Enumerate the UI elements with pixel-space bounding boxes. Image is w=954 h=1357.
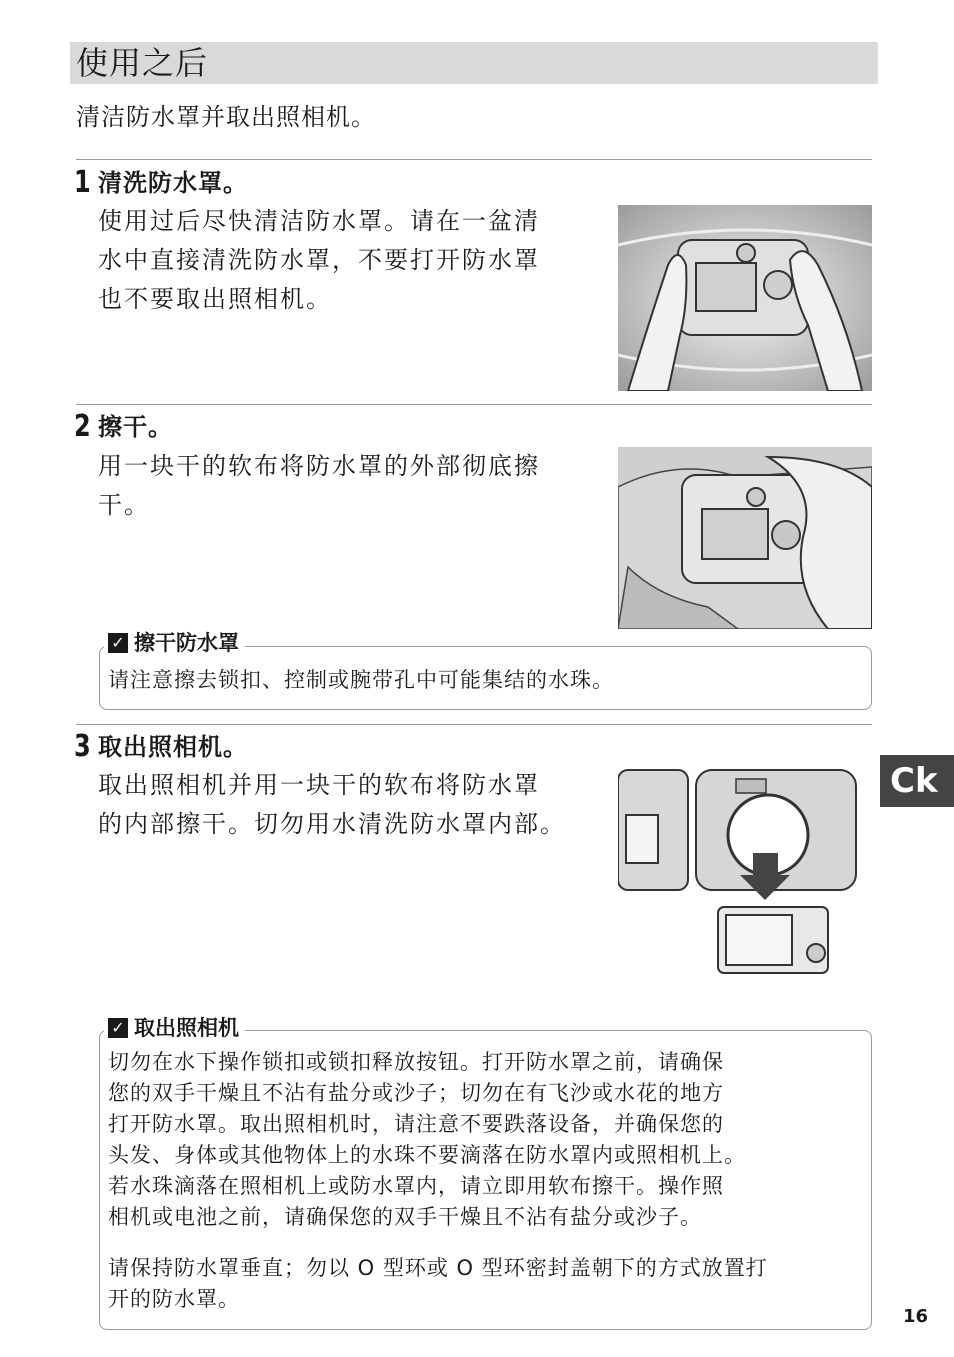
divider bbox=[76, 724, 872, 725]
drying-housing-illustration bbox=[618, 447, 872, 629]
step-number: 2 bbox=[74, 409, 91, 444]
section-intro: 清洁防水罩并取出照相机。 bbox=[76, 103, 376, 131]
language-tab: Ck bbox=[880, 755, 954, 807]
step-body: 使用过后尽快清洁防水罩。请在一盆清 水中直接清洗防水罩，不要打开防水罩 也不要取出照相机。 bbox=[98, 207, 540, 313]
section-title-bar bbox=[70, 42, 878, 84]
note-paragraph-1: 切勿在水下操作锁扣或锁扣释放按钮。打开防水罩之前，请确保 您的双手干燥且不沾有盐分或沙子；切勿在有飞沙或水花的地方 打开防水罩。取出照相机时，请注意不要跌落设备，并确保您的 头发、身体或其他物体上的水珠不要滴落在防水罩内或照相机上。 若水珠滴落在照相机上或防水罩内，请立即用软布擦干。操作照 相机或电池之前，请确保您的双手干燥且不沾有盐分或沙子。 bbox=[108, 1050, 746, 1229]
removing-camera-illustration bbox=[618, 765, 863, 977]
step-title: 擦干。 bbox=[98, 413, 173, 441]
page-number: 16 bbox=[903, 1306, 929, 1327]
note-title: 取出照相机 bbox=[134, 1016, 239, 1040]
section-title: 使用之后 bbox=[76, 44, 209, 82]
check-icon: ✓ bbox=[108, 633, 128, 653]
note-removing-heading bbox=[104, 1015, 245, 1041]
note-text: 请注意擦去锁扣、控制或腕带孔中可能集结的水珠。 bbox=[108, 668, 614, 692]
step-body: 取出照相机并用一块干的软布将防水罩 的内部擦干。切勿用水清洗防水罩内部。 bbox=[98, 771, 566, 838]
step-number: 3 bbox=[74, 729, 91, 764]
note-removing-box bbox=[99, 1030, 872, 1330]
note-drying-heading bbox=[104, 630, 245, 656]
step-body: 用一块干的软布将防水罩的外部彻底擦 干。 bbox=[98, 452, 540, 519]
step-title: 清洗防水罩。 bbox=[98, 169, 248, 197]
step-number: 1 bbox=[74, 165, 91, 200]
divider bbox=[76, 404, 872, 405]
note-title: 擦干防水罩 bbox=[134, 631, 239, 655]
washing-housing-illustration bbox=[618, 205, 872, 391]
divider bbox=[76, 159, 872, 160]
step-title: 取出照相机。 bbox=[98, 733, 248, 761]
check-icon: ✓ bbox=[108, 1018, 128, 1038]
note-paragraph-2: 请保持防水罩垂直；勿以 O 型环或 O 型环密封盖朝下的方式放置打 开的防水罩。 bbox=[108, 1256, 768, 1311]
